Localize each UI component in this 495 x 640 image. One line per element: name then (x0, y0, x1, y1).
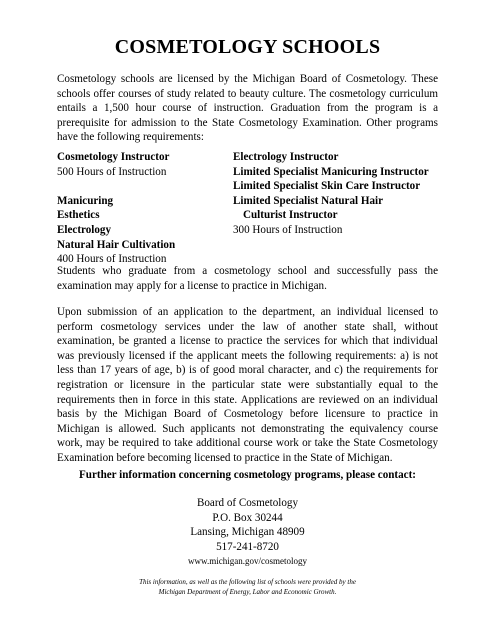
footer-line: Michigan Department of Energy, Labor and Economic Growth. (158, 587, 337, 596)
program-name: Natural Hair Cultivation (57, 238, 176, 251)
program-name: Culturist Instructor (243, 209, 338, 222)
graduates-paragraph: Students who graduate from a cosmetology school and successfully pass the examination may apply for a license to practice in Michigan. (57, 265, 438, 292)
program-name: Limited Specialist Skin Care Instructor (233, 180, 421, 193)
program-name: Electrology (57, 223, 112, 236)
program-name: Limited Specialist Manicuring Instructor (233, 165, 429, 178)
program-hours: 400 Hours of Instruction (57, 253, 167, 266)
footer-line: This information, as well as the following list of schools were provided by the (139, 578, 356, 586)
reciprocity-paragraph: Upon submission of an application to the department, an individual licensed to perform cosmetology services under the law of another state shall, without examination, be granted a license to practice the services for which that individual was previously licensed if the applicant meets the following requirements: a) is not less than 17 years of age, b) is of good moral character, and c) the requirements for registration or licensure in the particular state were substantially equal to the requirements then in force in this state. Applications are reviewed on an individual basis by the Michigan Board of Cosmetology before licensure to practice in Michigan is allowed. Such applicants not demonstrating the equivalency course work, may be required to take additional course work or take the State Cosmetology Examination before becoming licensed to practice in the State of Michigan. (57, 306, 438, 464)
program-column-right (233, 150, 463, 238)
program-hours: 300 Hours of Instruction (233, 223, 343, 236)
program-name: Electrology Instructor (233, 151, 339, 163)
program-name: Limited Specialist Natural Hair (233, 194, 384, 207)
contact-phone: 517-241-8720 (216, 540, 279, 553)
further-info-heading: Further information concerning cosmetology programs, please contact: (79, 469, 416, 481)
page-title: COSMETOLOGY SCHOOLS (114, 36, 381, 58)
contact-po-box: P.O. Box 30244 (212, 511, 283, 524)
intro-paragraph: Cosmetology schools are licensed by the Michigan Board of Cosmetology. These schools offer courses of study related to beauty culture. The cosmetology curriculum entails a 1,500 hour course of instruction. Graduation from the program is a prerequisite for admission to the State Cosmetology Examination. Other programs have the following requirements: (57, 73, 438, 144)
contact-website-link[interactable]: www.michigan.gov/cosmetology (188, 556, 307, 567)
program-column-left (57, 150, 227, 267)
program-name: Manicuring (57, 194, 114, 207)
program-hours: 500 Hours of Instruction (57, 165, 167, 178)
program-name: Esthetics (57, 209, 100, 222)
program-name: Cosmetology Instructor (57, 151, 170, 163)
contact-block (0, 496, 495, 567)
contact-name: Board of Cosmetology (196, 497, 299, 509)
footer-note (0, 578, 495, 597)
contact-city: Lansing, Michigan 48909 (190, 526, 305, 539)
